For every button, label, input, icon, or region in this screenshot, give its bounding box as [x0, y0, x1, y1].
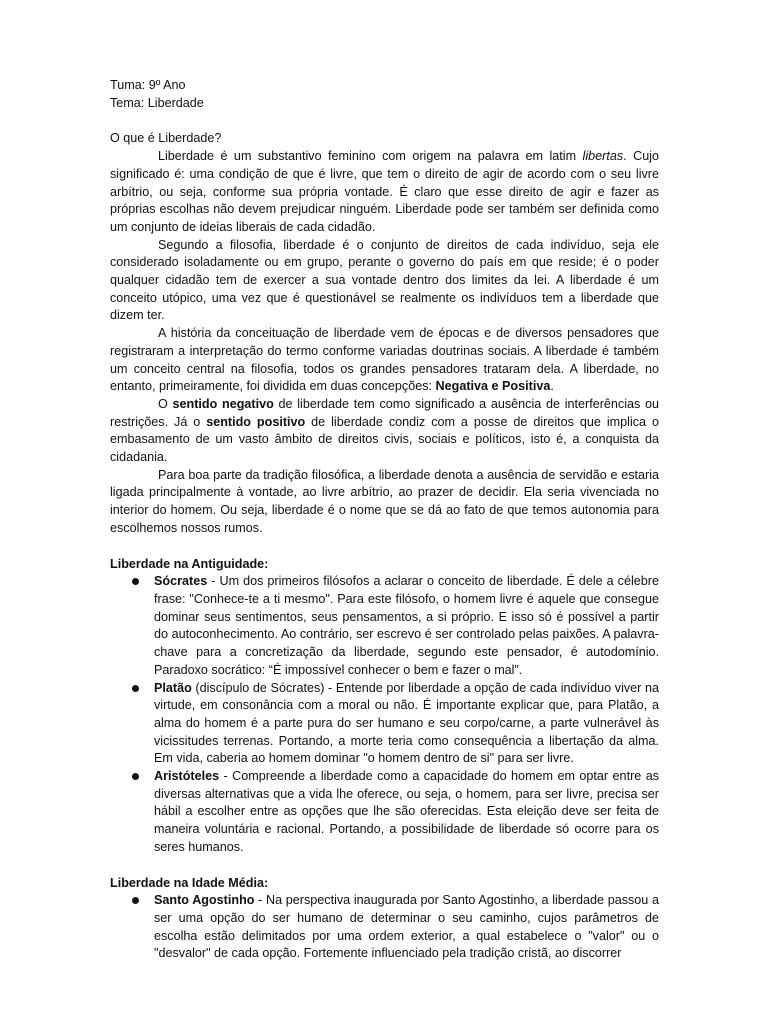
antiquity-list	[110, 573, 659, 856]
intro-paragraph-3: A história da conceituação de liberdade vem de épocas e de diversos pensadores que registraram a interpretação do termo conforme variadas doutrinas sociais. A liberdade é também um conceito central na filosofia, todos os grandes pensadores trataram dela. A liberdade, no entanto, primeiramente, foi dividida em duas concepções: Negativa e Positiva.	[110, 326, 659, 394]
spacer	[110, 538, 659, 556]
latin-word: libertas	[582, 149, 624, 164]
list-item: Sócrates - Um dos primeiros filósofos a aclarar o conceito de liberdade. É dele a célebre frase: "Conhece-te a ti mesmo". Para este filósofo, o homem livre é aquele que consegue dominar seus sentimentos, seus pensamentos, a si próprio. E isso só é possível a partir do autoconhecimento. Ao contrário, ser escrevo é ser controlado pelas paixões. A palavra-chave para a concretização da liberdade, segundo este pensador, é autodomínio. Paradoxo socrático: “É impossível conhecer o bem e fazer o mal”.	[110, 573, 659, 679]
intro-paragraph-5: Para boa parte da tradição filosófica, a liberdade denota a ausência de servidão e estaria ligada principalmente à vontade, ao livre arbítrio, ao prazer de decidir. Ela seria vivenciada no interior do homem. Ou seja, liberdade é o nome que se dá ao fato de que temos autonomia para escolhemos nossos rumos.	[110, 467, 659, 535]
intro-paragraph-1: Liberdade é um substantivo feminino com origem na palavra em latim libertas. Cujo significado é: uma condição de que é livre, que tem o direito de agir de acordo com o seu livre arbítrio, ou seja, conforme sua própria vontade. É claro que esse direito de agir e fazer as próprias escolhas não devem prejudicar ninguém. Liberdade pode ser também ser definida como um conjunto de ideias liberais de cada cidadão.	[110, 149, 659, 234]
section-title-middle-ages: Liberdade na Idade Média:	[110, 875, 269, 890]
negative-sense-bold: sentido negativo	[172, 396, 274, 411]
spacer	[110, 857, 659, 875]
middle-ages-list	[110, 892, 659, 963]
bullet-icon	[132, 685, 139, 692]
philosopher-name: Sócrates	[154, 574, 208, 589]
theme-line: Tema: Liberdade	[110, 95, 204, 110]
document-page	[110, 77, 659, 963]
list-item: Santo Agostinho - Na perspectiva inaugurada por Santo Agostinho, a liberdade passou a ser uma opção do ser humano de determinar o seu caminho, cujos parâmetros de escolha estão delimitados por uma ordem exterior, a qual estabelece o "valor" ou o "desvalor" de cada opção. Fortemente influenciado pela tradição cristã, ao discorrer	[110, 892, 659, 963]
bullet-icon	[132, 773, 139, 780]
class-line: Tuma: 9º Ano	[110, 78, 186, 92]
intro-paragraph-2: Segundo a filosofia, liberdade é o conjunto de direitos de cada indivíduo, seja ele considerado isoladamente ou em grupo, perante o governo do país em que reside; é o poder qualquer cidadão tem de exercer a sua vontade dentro dos limites da lei. A liberdade é um conceito utópico, uma vez que é questionável se realmente os indivíduos tem a liberdade que dizem ter.	[110, 237, 659, 323]
positive-sense-bold: sentido positivo	[206, 414, 306, 429]
philosopher-name: Santo Agostinho	[154, 893, 255, 908]
bullet-icon	[132, 897, 139, 904]
list-item: Platão (discípulo de Sócrates) - Entende por liberdade a opção de cada indivíduo viver na virtude, em consonância com a moral ou não. É importante explicar que, para Platão, a alma do homem é a parte pura do ser humano e seu corpo/carne, a parte vulnerável às vicissitudes terrenas. Portando, a morte teria como consequência a libertação da alma. Em vida, caberia ao homem dominar "o homem dentro de si" para ser livre.	[110, 680, 659, 769]
list-item: Aristóteles - Compreende a liberdade como a capacidade do homem em optar entre as diversas alternativas que a vida lhe oferece, ou seja, o homem, para ser livre, precisa ser hábil a escolher entre as opções que lhe são oferecidas. Esta eleição deve ser feita de maneira voluntária e racional. Portando, a possibilidade de liberdade só ocorre para os seres humanos.	[110, 768, 659, 857]
philosopher-name: Platão	[154, 680, 192, 695]
concepts-bold: Negativa e Positiva	[435, 379, 551, 394]
intro-question: O que é Liberdade?	[110, 131, 222, 146]
bullet-icon	[132, 578, 139, 585]
spacer	[110, 112, 659, 130]
section-title-antiquity: Liberdade na Antiguidade:	[110, 556, 269, 571]
philosopher-name: Aristóteles	[154, 769, 220, 784]
intro-paragraph-4: O sentido negativo de liberdade tem como significado a ausência de interferências ou restrições. Já o sentido positivo de liberdade condiz com a posse de direitos que implica o embasamento de um vasto âmbito de direitos civis, sociais e políticos, isto é, a conquista da cidadania.	[110, 396, 660, 465]
